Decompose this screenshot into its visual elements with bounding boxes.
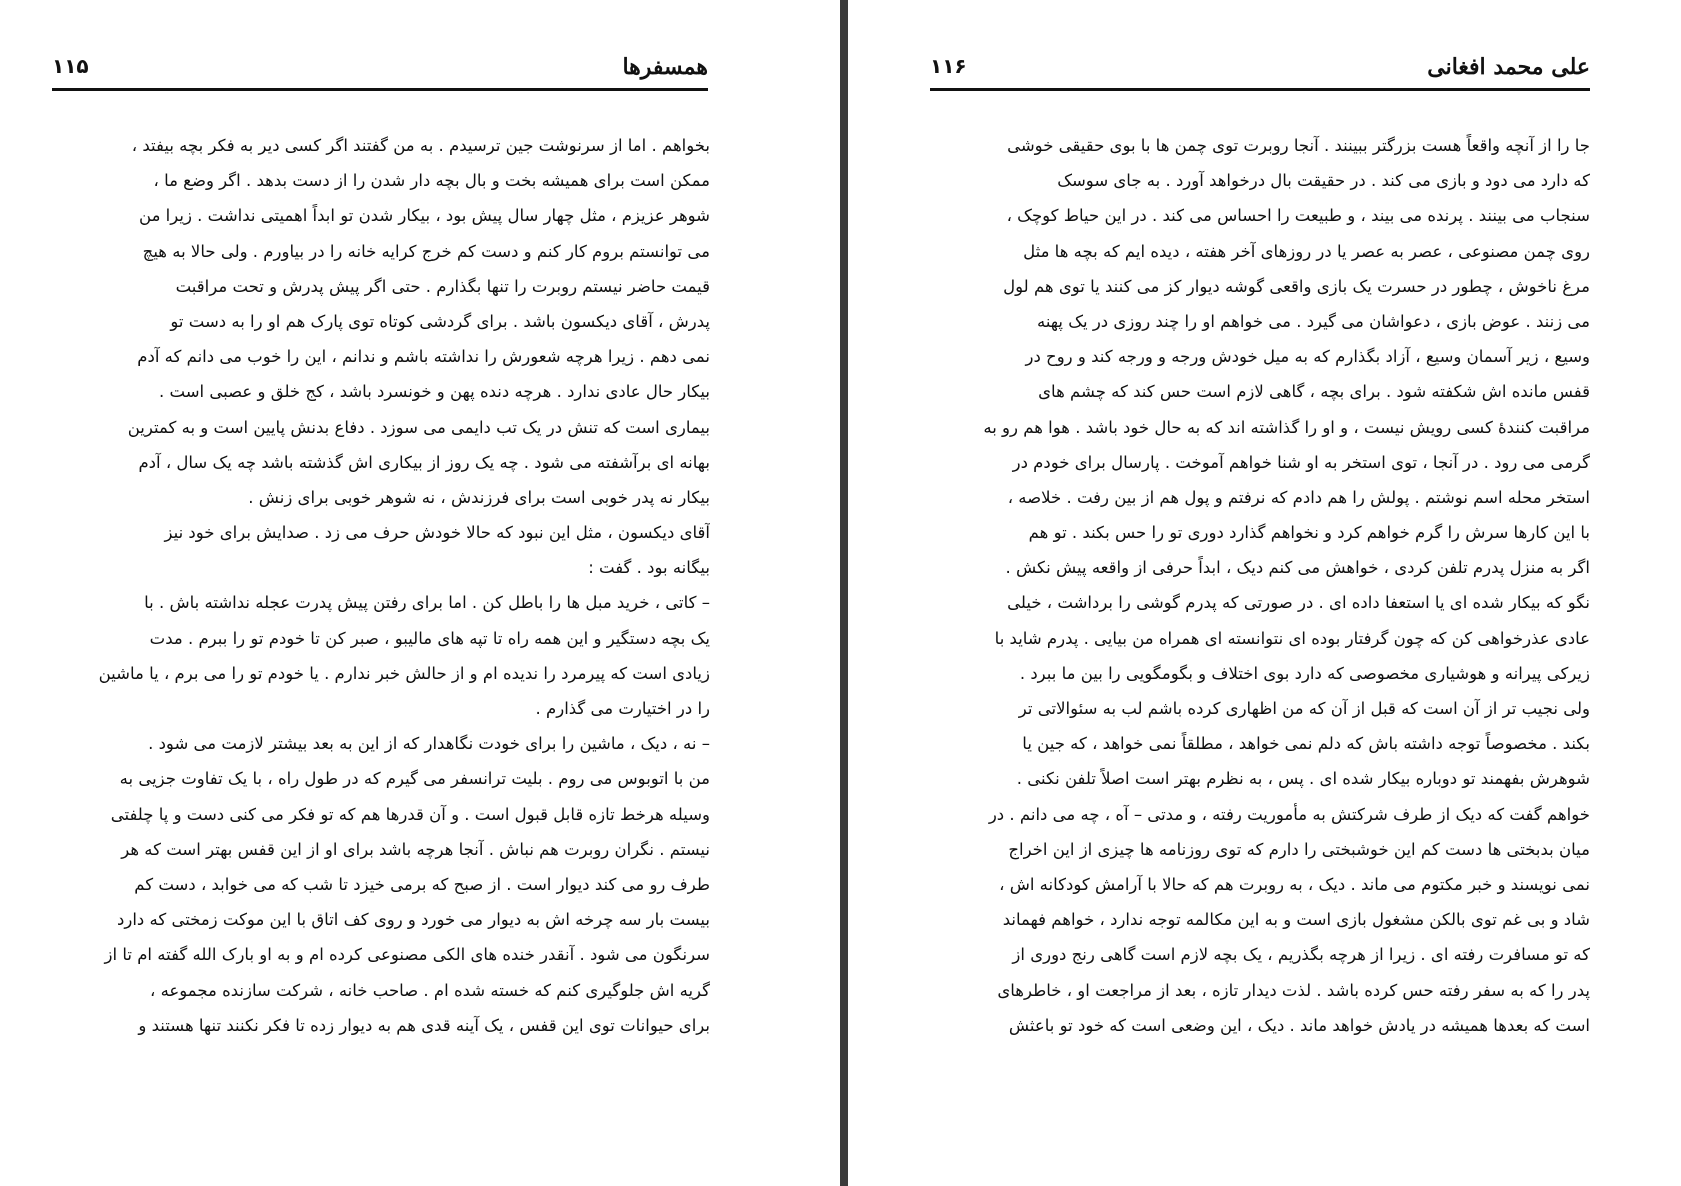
text-line: سرنگون می شود . آنقدر خنده های الکی مصنوعی کرده ام و به او بارک الله گفته ام تا از bbox=[104, 945, 710, 965]
text-line: استخر محله اسم نوشتم . پولش را هم دادم که نرفتم و پول هم از بین رفت . خلاصه ، bbox=[1007, 487, 1590, 507]
text-line: نگو که بیکار شده ای یا استعفا داده ای . در صورتی که پدرم گوشی را برداشت ، خیلی bbox=[1007, 593, 1590, 613]
running-title: همسفرها bbox=[622, 54, 708, 80]
text-line: قیمت حاضر نیستم روبرت را تنها بگذارم . حتی اگر پیش پدرش و تحت مراقبت bbox=[175, 276, 710, 296]
book-gutter bbox=[840, 0, 848, 1186]
text-line: مراقبت کنندهٔ کسی رویش نیست ، و او را گذاشته اند که به حال خود باشد . هوا هم رو به bbox=[983, 417, 1590, 437]
page-number: ۱۱۵ bbox=[52, 54, 89, 78]
header-rule bbox=[52, 88, 708, 91]
text-line: زیرکی پیرانه و هوشیاری مخصوصی که دارد بوی اختلاف و بگومگویی را بین ما ببرد . bbox=[1019, 663, 1590, 683]
text-line: من با اتوبوس می روم . بلیت ترانسفر می گیرم که در طول راه ، با یک تفاوت جزیی به bbox=[119, 769, 710, 789]
text-line: قفس مانده اش شکفته شود . برای بچه ، گاهی لازم است حس کند که چشم های bbox=[1038, 382, 1590, 402]
text-line: شوهر عزیزم ، مثل چهار سال پیش بود ، بیکار شدن تو ابداً اهمیتی نداشت . زیرا من bbox=[139, 206, 710, 226]
text-line: وسیع ، زیر آسمان وسیع ، آزاد بگذارم که به میل خودش ورجه و ورجه کند و روح در bbox=[1025, 347, 1590, 367]
text-line: نمی دهم . زیرا هرچه شعورش را نداشته باشم و ندانم ، این را خوب می دانم که آدم bbox=[137, 347, 710, 367]
right-page-header bbox=[930, 52, 1590, 86]
text-line: با این کارها سرش را گرم خواهم کرد و نخواهم گذارد دوری تو را حس بکند . تو هم bbox=[1028, 523, 1590, 543]
text-line: نیستم . نگران روبرت هم نباش . آنجا هرچه باشد برای او از این قفس بهتر است که هر bbox=[121, 839, 710, 859]
text-line: بیماری است که تنش در یک تب دایمی می سوزد . دفاع بدنش پایین است و به کمترین bbox=[127, 417, 710, 437]
page-body-text bbox=[50, 128, 710, 1043]
text-line: آقای دیکسون ، مثل این نبود که حالا خودش حرف می زد . صدایش برای خود نیز bbox=[164, 523, 710, 543]
text-line: سنجاب می بینند . پرنده می بیند ، و طبیعت را احساس می کند . در این حیاط کوچک ، bbox=[1006, 206, 1590, 226]
text-line: عادی عذرخواهی کن که چون گرفتار بوده ای نتوانسته ای همراه من بیایی . پدرم شاید با bbox=[994, 628, 1590, 648]
page-number: ۱۱۶ bbox=[930, 54, 967, 78]
text-line: – نه ، دیک ، ماشین را برای خودت نگاهدار که از این به بعد بیشتر لازمت می شود . bbox=[148, 734, 710, 754]
right-page bbox=[848, 0, 1681, 1186]
text-line: را در اختیارت می گذارم . bbox=[535, 699, 710, 718]
text-line: پدر را که به سفر رفته حس کرده باشد . لذت دیدار تازه ، بعد از مراجعت او ، خاطرهای bbox=[997, 980, 1590, 1000]
left-page bbox=[0, 0, 840, 1186]
text-line: پدرش ، آقای دیکسون باشد . برای گردشی کوتاه توی پارک هم او را به دست تو bbox=[170, 311, 710, 331]
text-line: مرغ ناخوش ، چطور در حسرت یک بازی واقعی گوشه دیوار کز می کنند یا توی هم لول bbox=[1003, 276, 1590, 296]
text-line: بکند . مخصوصاً توجه داشته باش که دلم نمی خواهد ، مطلقاً نمی خواهد ، که جین یا bbox=[1022, 734, 1590, 754]
text-line: خواهم گفت که دیک از طرف شرکتش به مأموریت رفته ، و مدتی – آه ، چه می دانم . در bbox=[988, 804, 1590, 824]
text-line: ممکن است برای همیشه بخت و بال بچه دار شدن را از دست بدهد . اگر وضع ما ، bbox=[153, 171, 710, 191]
text-line: روی چمن مصنوعی ، عصر به عصر یا در روزهای آخر هفته ، دیده ایم که بچه ها مثل bbox=[1023, 241, 1590, 261]
text-line: بخواهم . اما از سرنوشت جین ترسیدم . به من گفتند اگر کسی دیر به فکر بچه بیفتد ، bbox=[131, 136, 710, 155]
text-line: ولی نجیب تر از آن است که قبل از آن که من اظهاری کرده باشم لب به سئوالاتی تر bbox=[1018, 699, 1590, 718]
text-line: بهانه ای برآشفته می شود . چه یک روز از بیکاری اش گذشته باشد چه یک سال ، آدم bbox=[138, 452, 710, 472]
text-line: وسیله هرخط تازه قابل قبول است . و آن قدرها هم که تو فکر می کنی دست و پا چلفتی bbox=[110, 804, 710, 824]
text-line: شوهرش بفهمند تو دوباره بیکار شده ای . پس ، به نظرم بهتر است اصلاً تلفن نکنی . bbox=[1016, 769, 1590, 789]
text-line: می توانستم بروم کار کنم و دست کم خرج کرایه خانه را در بیاورم . ولی حالا به هیچ bbox=[142, 241, 710, 261]
header-rule bbox=[930, 88, 1590, 91]
left-page-header bbox=[52, 52, 708, 86]
running-title: علی محمد افغانی bbox=[1427, 54, 1590, 80]
text-line: گریه اش جلوگیری کنم که خسته شده ام . صاحب خانه ، شرکت سازنده مجموعه ، bbox=[150, 980, 710, 1000]
text-line: بیکار حال عادی ندارد . هرچه دنده پهن و خونسرد باشد ، کج خلق و عصبی است . bbox=[159, 382, 710, 402]
text-line: است که بعدها همیشه در یادش خواهد ماند . دیک ، این وضعی است که خود تو باعثش bbox=[1008, 1015, 1590, 1035]
text-line: جا را از آنچه واقعاً هست بزرگتر ببینند . آنجا روبرت توی چمن ها با بوی حقیقی خوشی bbox=[1007, 136, 1590, 155]
text-line: نمی نویسند و خبر مکتوم می ماند . دیک ، به روبرت هم که حالا با آرامش کودکانه اش ، bbox=[999, 874, 1590, 894]
text-line: گرمی می رود . در آنجا ، توی استخر به او شنا خواهم آموخت . پارسال برای خودم در bbox=[1012, 452, 1590, 472]
text-line: که تو مسافرت رفته ای . زیرا از هرچه بگذریم ، یک بچه لازم است گاهی رنج دوری از bbox=[1012, 945, 1590, 965]
page-body-text bbox=[928, 128, 1590, 1043]
text-line: – کاتی ، خرید مبل ها را باطل کن . اما برای رفتن پیش پدرت عجله نداشته باش . با bbox=[144, 593, 710, 613]
text-line: که دارد می دود و بازی می کند . در حقیقت بال درخواهد آورد . به جای سوسک bbox=[1057, 171, 1590, 191]
text-line: بیگانه بود . گفت : bbox=[588, 558, 710, 578]
text-line: میان بدبختی ها دست کم این خوشبختی را دارم که توی روزنامه ها چیزی از این اخراج bbox=[1008, 839, 1590, 859]
text-line: شاد و بی غم توی بالکن مشغول بازی است و به این مکالمه توجه ندارد ، خواهم فهماند bbox=[1002, 910, 1590, 930]
text-line: برای حیوانات توی این قفس ، یک آینه قدی هم به دیوار زده تا فکر نکنند تنها هستند و bbox=[138, 1015, 710, 1035]
text-line: بیکار نه پدر خوبی است برای فرزندش ، نه شوهر خوبی برای زنش . bbox=[248, 487, 710, 507]
text-line: یک بچه دستگیر و این همه راه تا تپه های مالیبو ، صبر کن تا خودم تو را ببرم . مدت bbox=[149, 628, 710, 648]
text-line: اگر به منزل پدرم تلفن کردی ، خواهش می کنم دیک ، ابداً حرفی از واقعه پیش نکش . bbox=[1005, 558, 1590, 578]
text-line: طرف رو می کند دیوار است . از صبح که برمی خیزد تا شب که می خوابد ، دست کم bbox=[134, 874, 710, 894]
text-line: بیست بار سه چرخه اش به دیوار می خورد و روی کف اتاق با این موکت زمختی که دارد bbox=[117, 910, 710, 930]
text-line: زیادی است که پیرمرد را ندیده ام و از حالش خبر ندارم . یا خودم تو را می برم ، یا ماشین bbox=[98, 663, 710, 683]
text-line: می زنند . عوض بازی ، دعواشان می گیرد . می خواهم او را چند روزی در یک پهنه bbox=[1036, 311, 1590, 331]
